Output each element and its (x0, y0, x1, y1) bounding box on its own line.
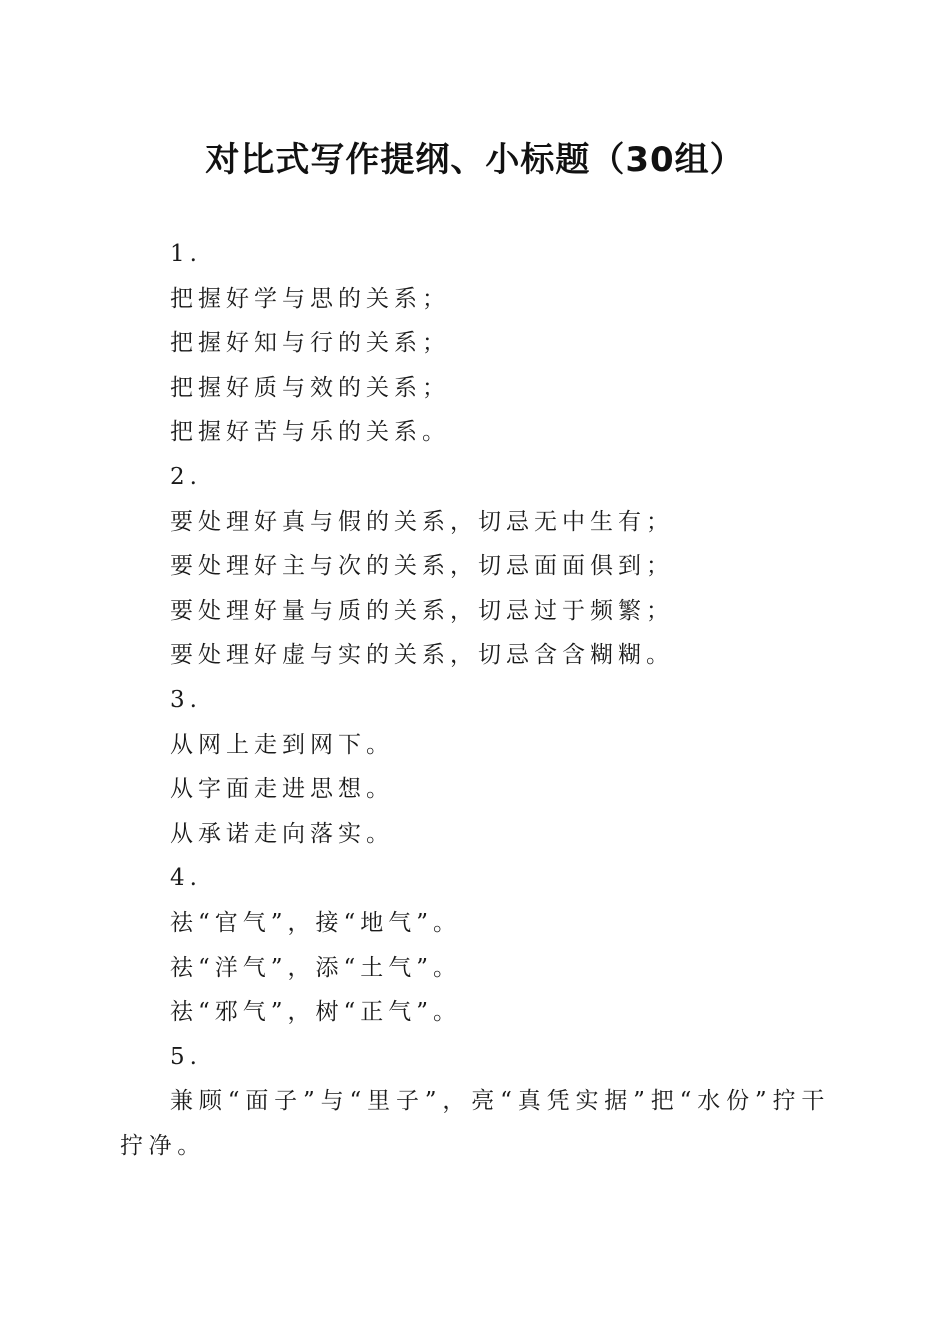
group-line: 祛“洋气”，添“土气”。 (170, 954, 462, 981)
group-number: 1. (170, 241, 202, 267)
group-number: 4. (170, 865, 202, 892)
group-line: 从字面走进思想。 (170, 776, 394, 803)
group-line: 祛“官气”，接“地气”。 (170, 909, 462, 936)
group-line: 要处理好虚与实的关系，切忌含含糊糊。 (170, 642, 674, 669)
group-line: 从承诺走向落实。 (170, 820, 394, 847)
group-line: 把握好学与思的关系； (170, 285, 450, 312)
group-line: 把握好知与行的关系； (170, 330, 450, 357)
group-line: 把握好质与效的关系； (170, 374, 450, 401)
group-line: 要处理好量与质的关系，切忌过于频繁； (170, 597, 674, 624)
group-line: 要处理好主与次的关系，切忌面面俱到； (170, 553, 674, 580)
group-line: 从网上走到网下。 (170, 731, 394, 758)
document-body (120, 232, 830, 1168)
group-number: 5. (170, 1043, 202, 1070)
group-number: 3. (170, 686, 202, 713)
group-line: 祛“邪气”，树“正气”。 (170, 999, 462, 1026)
group-paragraph: 兼顾“面子”与“里子”，亮“真凭实据”把“水份”拧干拧净。 (120, 1088, 830, 1159)
group-number: 2. (170, 463, 202, 490)
group-line: 把握好苦与乐的关系。 (170, 419, 450, 446)
group-line: 要处理好真与假的关系，切忌无中生有； (170, 508, 674, 535)
document-title: 对比式写作提纲、小标题（30组） (205, 140, 745, 180)
